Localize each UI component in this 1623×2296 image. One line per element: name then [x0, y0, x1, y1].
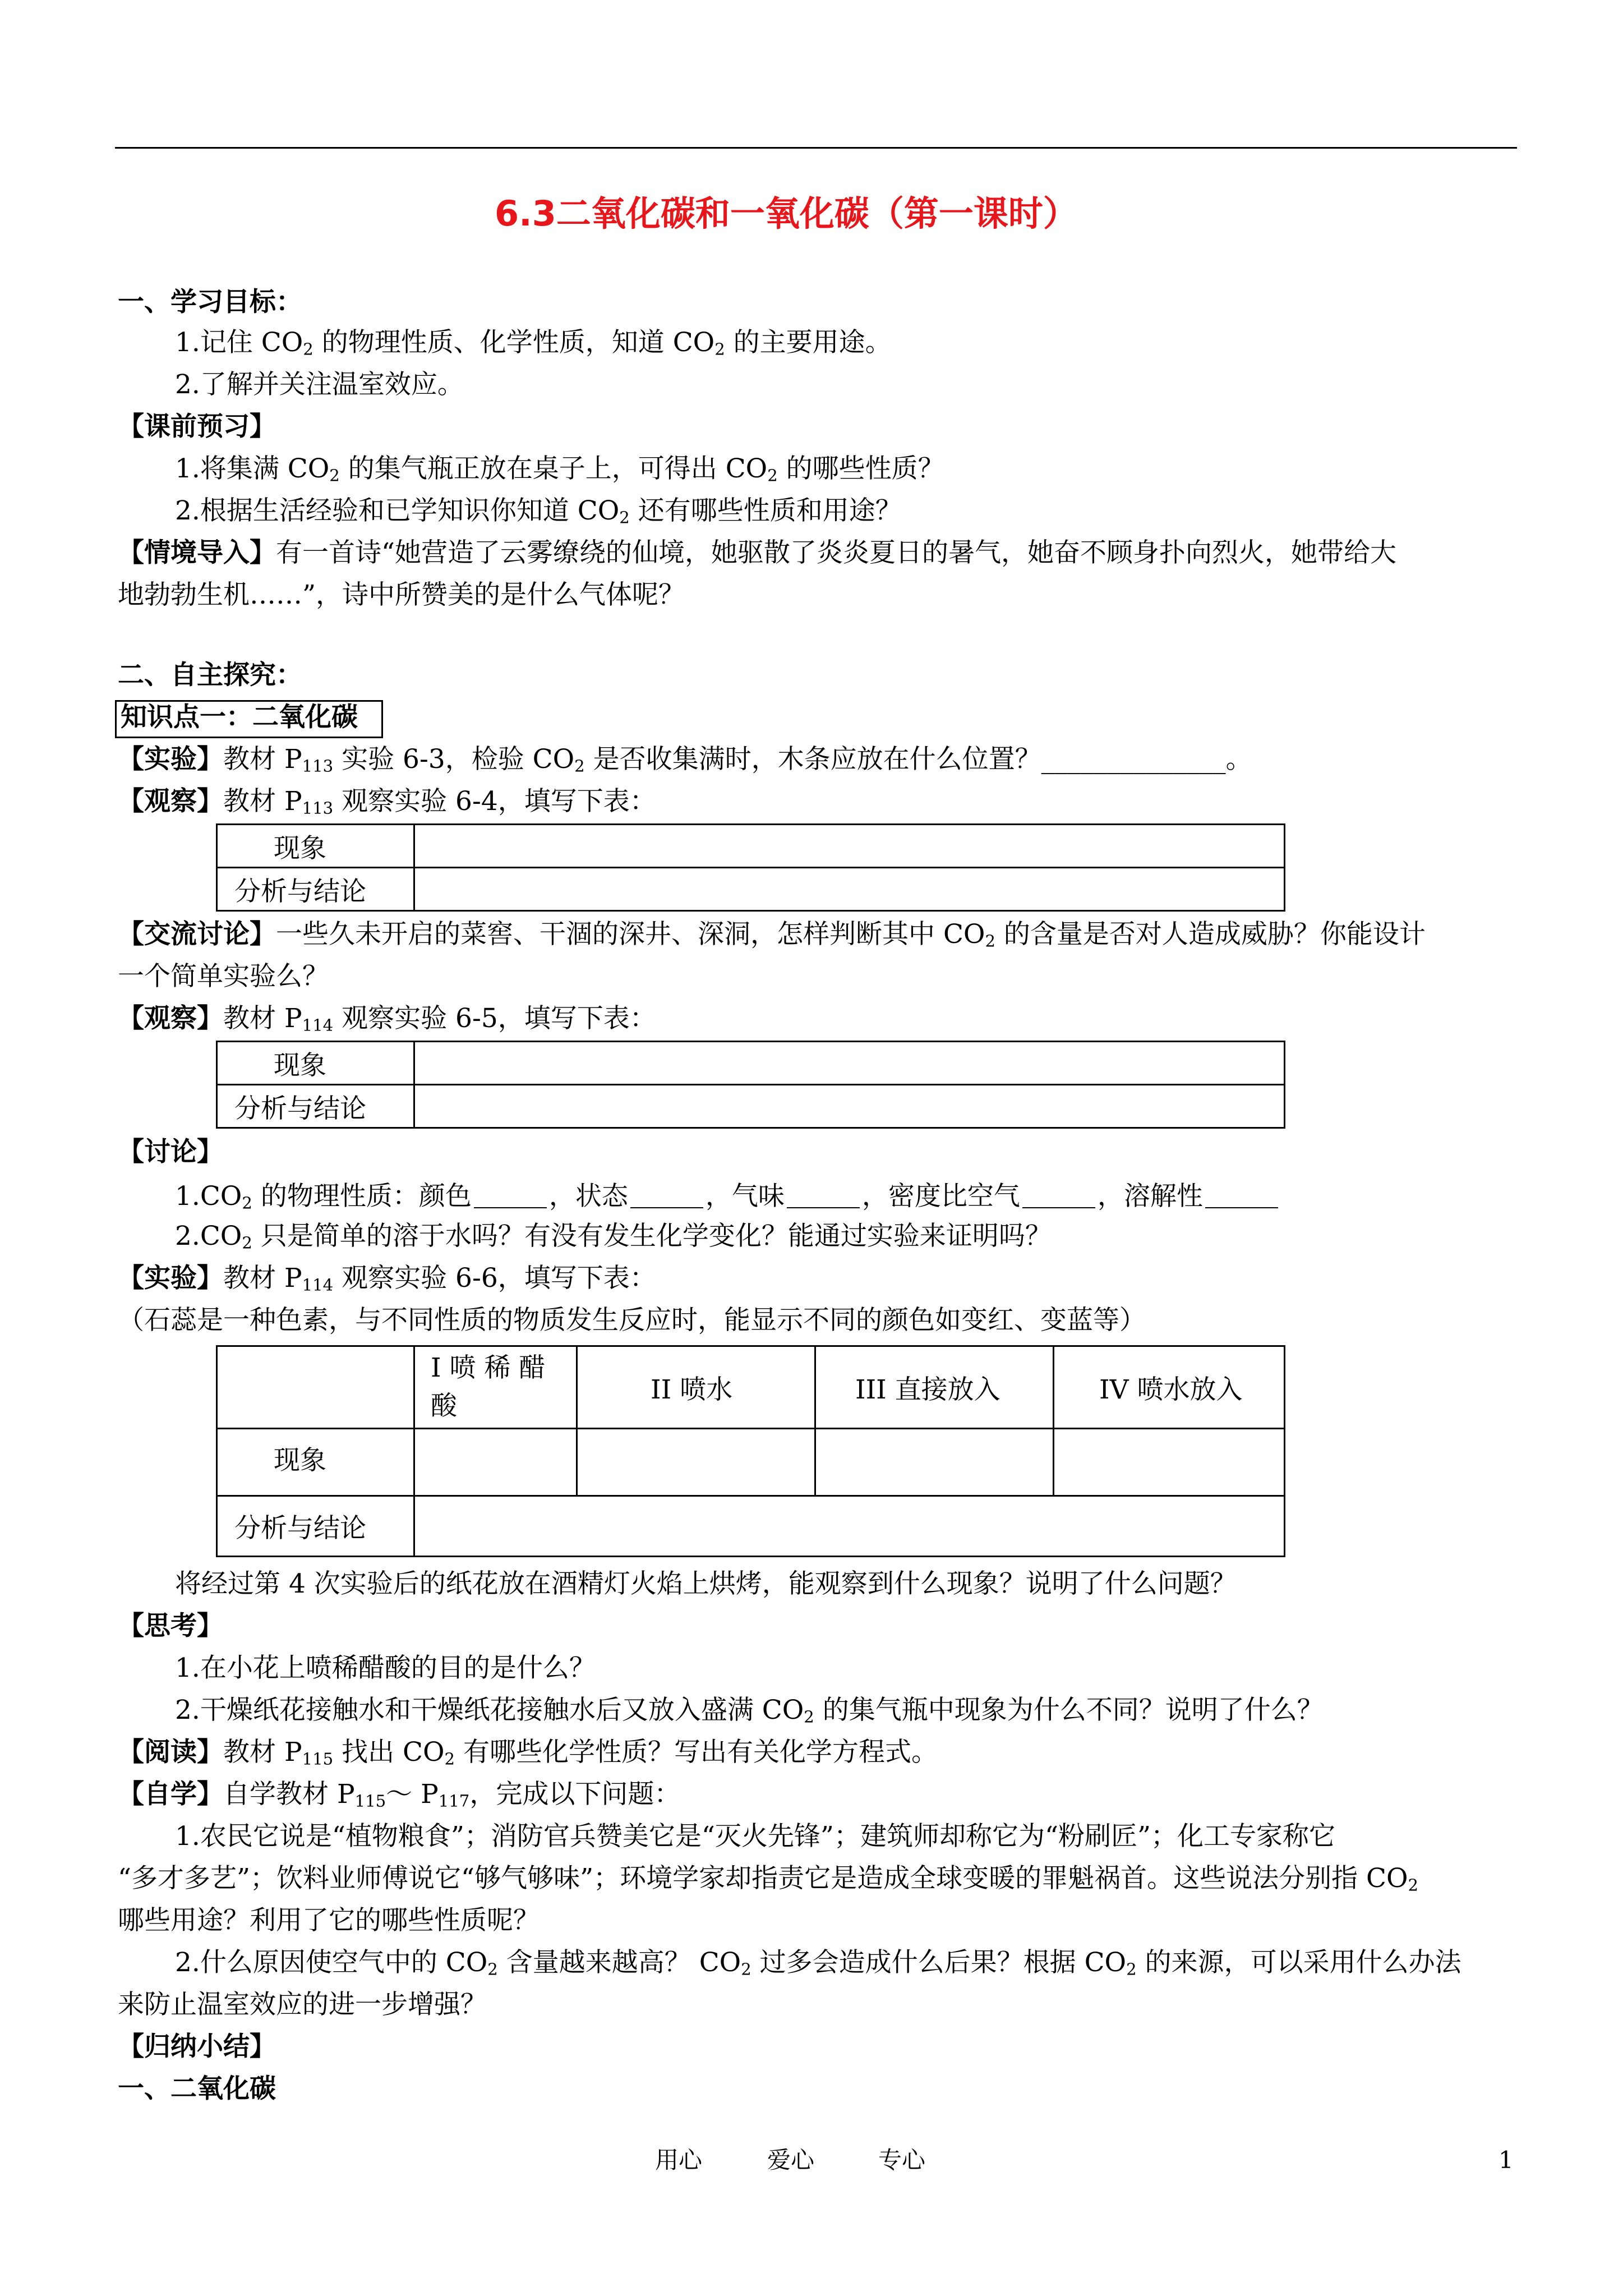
- blank-state[interactable]: [630, 1181, 703, 1208]
- intro-line-1: 【情境导入】有一首诗“她营造了云雾缭绕的仙境，她驱散了炎炎夏日的暑气，她奋不顾身扑向烈火，她带给大: [118, 537, 1397, 568]
- obs2-anal-label: 分析与结论: [217, 1085, 414, 1128]
- preview-2: 2.根据生活经验和已学知识你知道 $CO_2$ 还有哪些性质和用途？: [175, 495, 902, 527]
- self-q1-line-1: 1.农民它说是“植物粮食”；消防官兵赞美它是“灭火先锋”；建筑师却称它为“粉刷匠”；化工专家称它: [175, 1821, 1336, 1852]
- page-title: 6.3二氧化碳和一氧化碳（第一课时）: [495, 193, 1078, 234]
- exp1-line: 【实验】教材 $P_{113}$ 实验 6-3，检验 $CO_2$ 是否收集满时，木条应放在什么位置？______________。: [118, 744, 1252, 776]
- exp2-table: [216, 1345, 1285, 1557]
- exp2-anal-label: 分析与结论: [217, 1496, 414, 1557]
- obs1-table: [216, 823, 1285, 912]
- after-exp-question: 将经过第 4 次实验后的纸花放在酒精灯火焰上烘烤，能观察到什么现象？说明了什么问题？: [175, 1568, 1237, 1599]
- litmus-note: （石蕊是一种色素，与不同性质的物质发生反应时，能显示不同的颜色如变红、变蓝等）: [118, 1305, 1146, 1336]
- think-heading: 【思考】: [118, 1611, 223, 1641]
- footer-2: 爱心: [767, 2146, 815, 2174]
- obs1-anal-cell[interactable]: [414, 868, 1285, 911]
- disc1-line-1: 【交流讨论】一些久未开启的菜窖、干涸的深井、深洞，怎样判断其中 $CO_2$ 的含量是否对人造成威胁？你能设计: [118, 919, 1426, 951]
- exp2-phen-1[interactable]: [414, 1429, 577, 1496]
- disc1-line-2: 一个简单实验么？: [118, 961, 329, 992]
- col-header-4: IV 喷水放入: [1054, 1346, 1285, 1429]
- exp2-line: 【实验】教材 $P_{114}$ 观察实验 6-6，填写下表：: [118, 1263, 656, 1295]
- col-header-3: III 直接放入: [815, 1346, 1054, 1429]
- obs1-phen-cell[interactable]: [414, 825, 1285, 868]
- exp2-phen-2[interactable]: [577, 1429, 815, 1496]
- goal-1: 1.记住 $CO_2$ 的物理性质、化学性质，知道 $CO_2$ 的主要用途。: [175, 327, 892, 359]
- footer-1: 用心: [655, 2146, 703, 2174]
- blank-color[interactable]: [474, 1181, 547, 1208]
- read-line: 【阅读】教材 $P_{115}$ 找出 $CO_2$ 有哪些化学性质？写出有关化学方程式。: [118, 1737, 938, 1769]
- exp2-phen-label: 现象: [217, 1429, 414, 1496]
- top-rule: [115, 147, 1517, 149]
- obs2-anal-cell[interactable]: [414, 1085, 1285, 1128]
- preview-1: 1.将集满 $CO_2$ 的集气瓶正放在桌子上，可得出 $CO_2$ 的哪些性质？: [175, 453, 944, 485]
- disc2-line-1: $1.CO_2$ 的物理性质：颜色 ，状态 ，气味 ，密度比空气 ，溶解性: [175, 1181, 1280, 1209]
- obs2-phen-cell[interactable]: [414, 1042, 1285, 1085]
- blank-solubility[interactable]: [1205, 1181, 1278, 1208]
- col-header-2: II 喷水: [577, 1346, 815, 1429]
- obs2-table: [216, 1041, 1285, 1129]
- self-q1-line-3: 哪些用途？利用了它的哪些性质呢？: [118, 1905, 540, 1936]
- blank-density[interactable]: [1022, 1181, 1095, 1208]
- summary-section-1: 一、二氧化碳: [118, 2073, 276, 2104]
- think-1: 1.在小花上喷稀醋酸的目的是什么？: [175, 1653, 596, 1683]
- blank-odor[interactable]: [787, 1181, 860, 1208]
- self-q2-line-1: 2.什么原因使空气中的 $CO_2$ 含量越来越高？ $CO_2$ 过多会造成什么后果？根据 $CO_2$ 的来源，可以采用什么办法: [175, 1947, 1461, 1979]
- self-q2-line-2: 来防止温室效应的进一步增强？: [118, 1989, 487, 2020]
- summary-heading: 【归纳小结】: [118, 2031, 276, 2062]
- disc2-line-2: $2.CO_2$ 只是简单的溶于水吗？有没有发生化学变化？能通过实验来证明吗？: [175, 1221, 1052, 1253]
- goal-2: 2.了解并关注温室效应。: [175, 369, 464, 400]
- preview-heading: 【课前预习】: [118, 411, 276, 442]
- exp2-phen-3[interactable]: [815, 1429, 1054, 1496]
- obs1-phen-label: 现象: [217, 825, 414, 868]
- exp2-anal-cell[interactable]: [414, 1496, 1285, 1557]
- self-q1-line-2: “多才多艺”；饮料业师傅说它“够气够味”；环境学家却指责它是造成全球变暖的罪魁祸首。这些说法分别指 $CO_2$: [118, 1863, 1419, 1895]
- page-number: 1: [1498, 2146, 1514, 2174]
- self-line: 【自学】自学教材 $P_{115}\sim$ $P_{117}$，完成以下问题：: [118, 1779, 681, 1811]
- exp2-phen-4[interactable]: [1054, 1429, 1285, 1496]
- footer-3: 专心: [878, 2146, 926, 2174]
- s1-heading: 一、学习目标：: [118, 287, 302, 318]
- obs2-phen-label: 现象: [217, 1042, 414, 1085]
- obs2-line: 【观察】教材 $P_{114}$ 观察实验 6-5，填写下表：: [118, 1003, 656, 1035]
- col-header-1: I 喷 稀 醋 酸: [414, 1346, 577, 1429]
- kp1-label: 知识点一：二氧化碳: [121, 702, 358, 733]
- disc2-heading: 【讨论】: [118, 1137, 223, 1167]
- intro-line-2: 地勃勃生机……”，诗中所赞美的是什么气体呢？: [118, 579, 685, 610]
- think-2: 2.干燥纸花接触水和干燥纸花接触水后又放入盛满 $CO_2$ 的集气瓶中现象为什么不同？说明了什么？: [175, 1695, 1324, 1727]
- obs1-anal-label: 分析与结论: [217, 868, 414, 911]
- obs1-line: 【观察】教材 $P_{113}$ 观察实验 6-4，填写下表：: [118, 786, 656, 818]
- exp2-corner-cell: [217, 1346, 414, 1429]
- s2-heading: 二、自主探究：: [118, 660, 302, 691]
